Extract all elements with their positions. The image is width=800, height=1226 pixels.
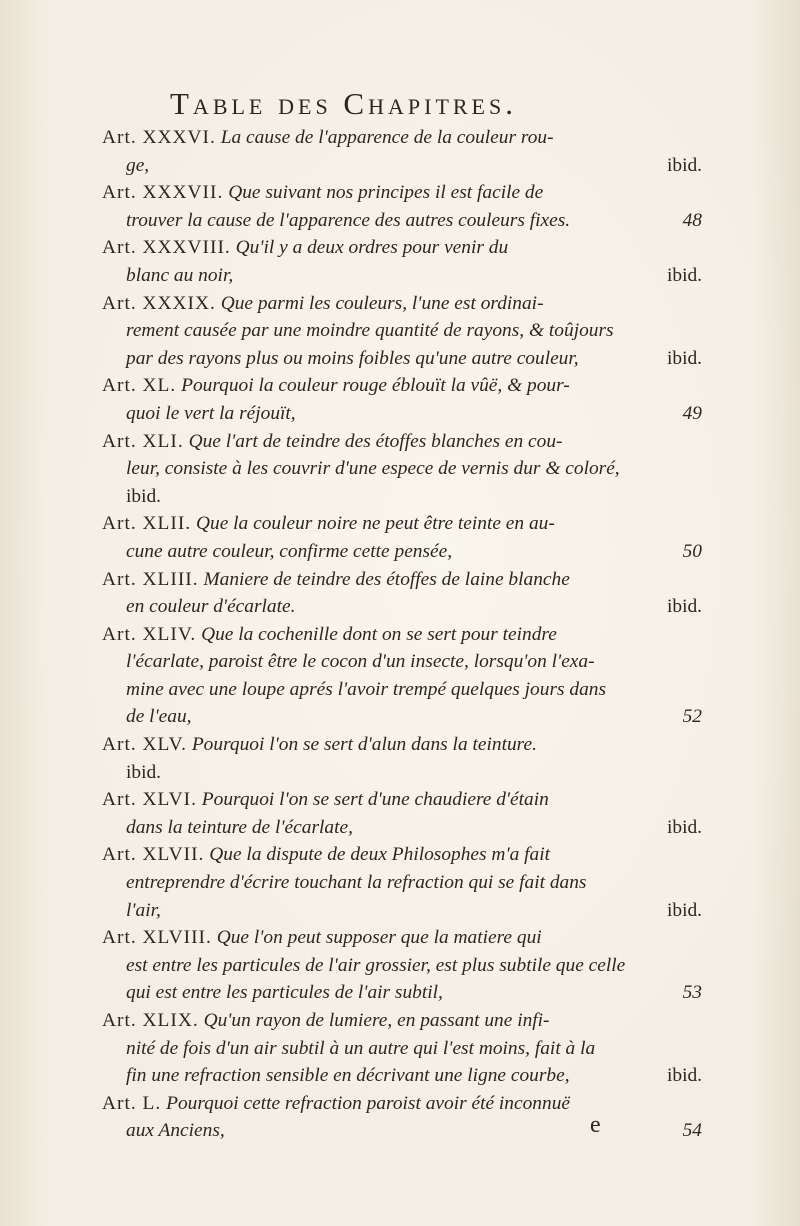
entry-text: nité de fois d'un air subtil à un autre qui l'est moins, fait à la — [126, 1037, 596, 1059]
article-number: Art. XLII. — [102, 513, 192, 535]
toc-entry — [102, 786, 702, 841]
running-title: Table des Chapitres. — [170, 86, 517, 121]
entry-text: de l'eau, — [126, 706, 192, 728]
page-reference: 48 — [682, 209, 702, 231]
article-number: Art. XLIV. — [102, 623, 197, 645]
page-reference: ibid. — [666, 347, 702, 369]
article-number: Art. XLVII. — [102, 844, 205, 866]
toc-entry — [102, 1090, 702, 1145]
toc-entry — [102, 510, 702, 565]
page-reference: 52 — [682, 706, 702, 728]
entry-text: Maniere de teindre des étoffes de laine blanche — [203, 568, 570, 590]
entry-text: La cause de l'apparence de la couleur rou- — [220, 127, 554, 148]
article-number: Art. XXXVI. — [102, 127, 216, 148]
article-number: Art. XXXVIII. — [102, 237, 231, 259]
signature-mark: e — [590, 1112, 601, 1138]
entry-text: Qu'il y a deux ordres pour venir du — [235, 237, 509, 259]
entry-text: blanc au noir, — [126, 264, 234, 286]
article-number: Art. XXXVII. — [102, 182, 224, 204]
toc-entry — [102, 124, 702, 179]
page-reference: ibid. — [126, 485, 162, 507]
entry-text: rement causée par une moindre quantité de rayons, & toûjours — [126, 320, 614, 342]
entry-text: fin une refraction sensible en décrivant une ligne courbe, — [126, 1065, 570, 1087]
entry-text: leur, consiste à les couvrir d'une espece de vernis dur & coloré, — [126, 458, 620, 480]
table-of-contents — [102, 124, 702, 1145]
toc-entry — [102, 566, 702, 621]
entry-text: Que la dispute de deux Philosophes m'a fait — [209, 844, 550, 866]
entry-text: Pourquoi l'on se sert d'alun dans la teinture. — [191, 734, 537, 756]
page-reference: ibid. — [126, 761, 162, 783]
entry-text: Pourquoi cette refraction paroist avoir été inconnuë — [166, 1092, 570, 1114]
toc-entry — [102, 428, 702, 511]
toc-entry — [102, 179, 702, 234]
entry-text: Pourquoi la couleur rouge éblouït la vûë, & pour- — [181, 375, 570, 397]
entry-text: Pourquoi l'on se sert d'une chaudiere d'étain — [201, 789, 549, 811]
entry-text: entreprendre d'écrire touchant la refraction qui se fait dans — [126, 872, 587, 894]
entry-text: mine avec une loupe aprés l'avoir trempé quelques jours dans — [126, 678, 607, 700]
article-number: Art. XLIX. — [102, 1010, 199, 1031]
article-number: Art. XXXIX. — [102, 292, 216, 314]
page-reference: ibid. — [666, 154, 702, 176]
article-number: Art. XLV. — [102, 734, 187, 756]
toc-entry — [102, 731, 702, 786]
entry-text: dans la teinture de l'écarlate, — [126, 816, 353, 838]
entry-text: qui est entre les particules de l'air subtil, — [126, 982, 443, 1004]
page-reference: ibid. — [666, 1065, 702, 1087]
toc-entry — [102, 1007, 702, 1090]
entry-text: aux Anciens, — [126, 1120, 225, 1142]
toc-entry — [102, 924, 702, 1007]
article-number: Art. L. — [102, 1092, 162, 1114]
page-reference: 50 — [682, 540, 702, 562]
page-reference: ibid. — [666, 596, 702, 618]
entry-text: cune autre couleur, confirme cette pensée, — [126, 540, 453, 562]
entry-text: l'écarlate, paroist être le cocon d'un insecte, lorsqu'on l'exa- — [126, 651, 595, 673]
article-number: Art. XLIII. — [102, 568, 199, 590]
entry-text: en couleur d'écarlate. — [126, 596, 296, 618]
article-number: Art. XLVI. — [102, 789, 197, 811]
entry-text: Que la couleur noire ne peut être teinte en au- — [196, 513, 555, 535]
page-reference: ibid. — [666, 899, 702, 921]
entry-text: est entre les particules de l'air grossier, est plus subtile que celle — [126, 954, 626, 976]
page-reference: 49 — [682, 402, 702, 424]
entry-text: Que l'art de teindre des étoffes blanches en cou- — [188, 430, 563, 452]
article-number: Art. XLVIII. — [102, 927, 212, 949]
page-reference: ibid. — [666, 264, 702, 286]
entry-text: Que la cochenille dont on se sert pour teindre — [201, 623, 557, 645]
entry-text: Que l'on peut supposer que la matiere qui — [216, 927, 542, 949]
toc-entry — [102, 290, 702, 373]
entry-text: l'air, — [126, 899, 161, 921]
entry-text: ge, — [126, 154, 150, 176]
entry-text: Qu'un rayon de lumiere, en passant une infi- — [203, 1010, 550, 1031]
toc-entry — [102, 621, 702, 731]
article-number: Art. XL. — [102, 375, 177, 397]
toc-entry — [102, 234, 702, 289]
entry-text: par des rayons plus ou moins foibles qu'une autre couleur, — [126, 347, 579, 369]
entry-text: trouver la cause de l'apparence des autres couleurs fixes. — [126, 209, 571, 231]
entry-text: quoi le vert la réjouït, — [126, 402, 296, 424]
toc-entry — [102, 841, 702, 924]
article-number: Art. XLI. — [102, 430, 184, 452]
page-reference: 53 — [682, 982, 702, 1004]
toc-entry — [102, 372, 702, 427]
entry-text: Que parmi les couleurs, l'une est ordinai- — [220, 292, 544, 314]
page-reference: 54 — [682, 1120, 702, 1142]
entry-text: Que suivant nos principes il est facile de — [228, 182, 544, 204]
page-reference: ibid. — [666, 816, 702, 838]
